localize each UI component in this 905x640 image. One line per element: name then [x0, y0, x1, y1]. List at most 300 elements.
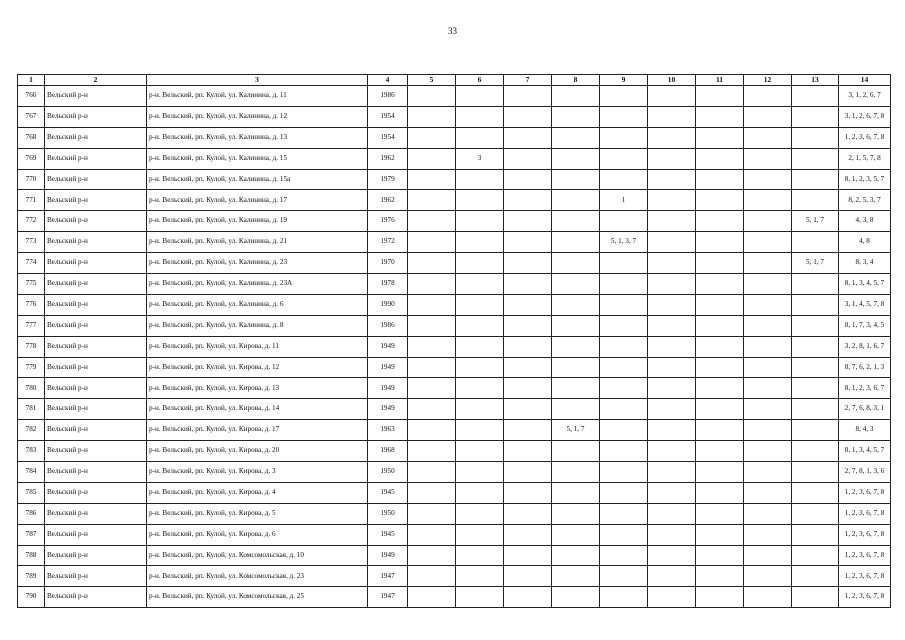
col8-cell	[552, 253, 600, 274]
row-number: 774	[18, 253, 45, 274]
col6-cell	[456, 253, 504, 274]
row-number: 767	[18, 106, 45, 127]
address-cell: р-н. Вельский, рп. Кулой, ул. Комсомольская, д. 25	[147, 587, 368, 608]
col6-cell	[456, 587, 504, 608]
data-table	[17, 74, 891, 608]
table-row	[18, 524, 891, 545]
col12-cell	[744, 315, 792, 336]
col11-cell	[696, 441, 744, 462]
address-cell: р-н. Вельский, рп. Кулой, ул. Кирова, д. 11	[147, 336, 368, 357]
col7-cell	[504, 232, 552, 253]
col13-cell	[792, 357, 839, 378]
address-cell: р-н. Вельский, рп. Кулой, ул. Калинина, д. 8	[147, 315, 368, 336]
column-header-13: 13	[792, 75, 839, 86]
col12-cell	[744, 106, 792, 127]
col7-cell	[504, 482, 552, 503]
row-number: 768	[18, 127, 45, 148]
year-cell: 1949	[368, 399, 408, 420]
col7-cell	[504, 545, 552, 566]
district-cell: Вельский р-н	[45, 106, 147, 127]
address-cell: р-н. Вельский, рп. Кулой, ул. Кирова, д. 5	[147, 503, 368, 524]
col8-cell	[552, 524, 600, 545]
col11-cell	[696, 127, 744, 148]
table-row	[18, 86, 891, 107]
table-row	[18, 587, 891, 608]
col10-cell	[648, 566, 696, 587]
row-number: 769	[18, 148, 45, 169]
col7-cell	[504, 357, 552, 378]
district-cell: Вельский р-н	[45, 357, 147, 378]
col7-cell	[504, 336, 552, 357]
col9-cell	[600, 336, 648, 357]
col11-cell	[696, 399, 744, 420]
col9-cell	[600, 566, 648, 587]
address-cell: р-н. Вельский, рп. Кулой, ул. Калинина, д. 11	[147, 86, 368, 107]
col10-cell	[648, 315, 696, 336]
year-cell: 1986	[368, 315, 408, 336]
col14-cell: 3, 1, 2, 6, 7	[839, 86, 891, 107]
col12-cell	[744, 294, 792, 315]
table-row	[18, 566, 891, 587]
district-cell: Вельский р-н	[45, 420, 147, 441]
row-number: 766	[18, 86, 45, 107]
row-number: 786	[18, 503, 45, 524]
col6-cell	[456, 86, 504, 107]
col9-cell	[600, 169, 648, 190]
col14-cell: 2, 1, 5, 7, 8	[839, 148, 891, 169]
col10-cell	[648, 462, 696, 483]
col14-cell: 1, 2, 3, 6, 7, 8	[839, 482, 891, 503]
column-header-5: 5	[408, 75, 456, 86]
address-cell: р-н. Вельский, рп. Кулой, ул. Калинина, д. 19	[147, 211, 368, 232]
col7-cell	[504, 378, 552, 399]
col8-cell	[552, 587, 600, 608]
col11-cell	[696, 357, 744, 378]
table-row	[18, 211, 891, 232]
column-header-8: 8	[552, 75, 600, 86]
col8-cell	[552, 462, 600, 483]
col6-cell	[456, 127, 504, 148]
col7-cell	[504, 127, 552, 148]
district-cell: Вельский р-н	[45, 232, 147, 253]
row-number: 779	[18, 357, 45, 378]
col5-cell	[408, 274, 456, 295]
year-cell: 1949	[368, 378, 408, 399]
year-cell: 1947	[368, 587, 408, 608]
col12-cell	[744, 148, 792, 169]
col13-cell	[792, 127, 839, 148]
col8-cell	[552, 336, 600, 357]
col12-cell	[744, 482, 792, 503]
col12-cell	[744, 545, 792, 566]
year-cell: 1978	[368, 274, 408, 295]
column-header-1: 1	[18, 75, 45, 86]
col5-cell	[408, 420, 456, 441]
col9-cell	[600, 441, 648, 462]
col12-cell	[744, 566, 792, 587]
col10-cell	[648, 482, 696, 503]
col11-cell	[696, 482, 744, 503]
district-cell: Вельский р-н	[45, 253, 147, 274]
col5-cell	[408, 169, 456, 190]
table-row	[18, 503, 891, 524]
col7-cell	[504, 503, 552, 524]
col14-cell: 1, 2, 3, 6, 7, 8	[839, 524, 891, 545]
col14-cell: 1, 2, 3, 6, 7, 8	[839, 545, 891, 566]
district-cell: Вельский р-н	[45, 190, 147, 211]
col9-cell	[600, 399, 648, 420]
address-cell: р-н. Вельский, рп. Кулой, ул. Кирова, д. 17	[147, 420, 368, 441]
col10-cell	[648, 86, 696, 107]
year-cell: 1950	[368, 503, 408, 524]
col11-cell	[696, 148, 744, 169]
col9-cell	[600, 253, 648, 274]
table-row	[18, 357, 891, 378]
year-cell: 1950	[368, 462, 408, 483]
col8-cell	[552, 106, 600, 127]
col5-cell	[408, 462, 456, 483]
col11-cell	[696, 315, 744, 336]
col14-cell: 8, 7, 6, 2, 1, 3	[839, 357, 891, 378]
col8-cell	[552, 211, 600, 232]
col11-cell	[696, 86, 744, 107]
district-cell: Вельский р-н	[45, 148, 147, 169]
col6-cell	[456, 482, 504, 503]
col14-cell: 1, 2, 3, 6, 7, 8	[839, 503, 891, 524]
col9-cell	[600, 420, 648, 441]
col13-cell	[792, 86, 839, 107]
col10-cell	[648, 587, 696, 608]
col6-cell	[456, 357, 504, 378]
row-number: 785	[18, 482, 45, 503]
col13-cell	[792, 190, 839, 211]
row-number: 782	[18, 420, 45, 441]
col12-cell	[744, 253, 792, 274]
col13-cell	[792, 336, 839, 357]
col10-cell	[648, 190, 696, 211]
col13-cell: 5, 1, 7	[792, 253, 839, 274]
col6-cell	[456, 211, 504, 232]
col14-cell: 8, 1, 2, 3, 6, 7	[839, 378, 891, 399]
table-row	[18, 232, 891, 253]
col6-cell	[456, 378, 504, 399]
col11-cell	[696, 232, 744, 253]
col14-cell: 8, 1, 7, 3, 4, 5	[839, 315, 891, 336]
col11-cell	[696, 566, 744, 587]
col9-cell	[600, 106, 648, 127]
col6-cell	[456, 462, 504, 483]
col6-cell	[456, 274, 504, 295]
address-cell: р-н. Вельский, рп. Кулой, ул. Комсомольская, д. 23	[147, 566, 368, 587]
table-row	[18, 253, 891, 274]
table-row	[18, 169, 891, 190]
row-number: 781	[18, 399, 45, 420]
col9-cell	[600, 274, 648, 295]
col13-cell: 5, 1, 7	[792, 211, 839, 232]
col12-cell	[744, 420, 792, 441]
col6-cell	[456, 169, 504, 190]
col8-cell: 5, 1, 7	[552, 420, 600, 441]
col5-cell	[408, 148, 456, 169]
col13-cell	[792, 106, 839, 127]
col13-cell	[792, 378, 839, 399]
col7-cell	[504, 253, 552, 274]
col11-cell	[696, 378, 744, 399]
col14-cell: 2, 7, 8, 1, 3, 6	[839, 462, 891, 483]
district-cell: Вельский р-н	[45, 441, 147, 462]
col11-cell	[696, 336, 744, 357]
row-number: 771	[18, 190, 45, 211]
col5-cell	[408, 503, 456, 524]
col14-cell: 8, 1, 3, 4, 5, 7	[839, 441, 891, 462]
col8-cell	[552, 378, 600, 399]
year-cell: 1990	[368, 294, 408, 315]
table-row	[18, 420, 891, 441]
district-cell: Вельский р-н	[45, 336, 147, 357]
address-cell: р-н. Вельский, рп. Кулой, ул. Кирова, д. 20	[147, 441, 368, 462]
col13-cell	[792, 169, 839, 190]
col14-cell: 3, 1, 2, 6, 7, 8	[839, 106, 891, 127]
col13-cell	[792, 148, 839, 169]
col9-cell	[600, 587, 648, 608]
col11-cell	[696, 253, 744, 274]
col7-cell	[504, 315, 552, 336]
col8-cell	[552, 274, 600, 295]
col9-cell	[600, 462, 648, 483]
col10-cell	[648, 106, 696, 127]
header-row	[18, 75, 891, 86]
col5-cell	[408, 190, 456, 211]
district-cell: Вельский р-н	[45, 399, 147, 420]
district-cell: Вельский р-н	[45, 545, 147, 566]
address-cell: р-н. Вельский, рп. Кулой, ул. Кирова, д. 3	[147, 462, 368, 483]
col12-cell	[744, 357, 792, 378]
col9-cell	[600, 315, 648, 336]
col6-cell: 3	[456, 148, 504, 169]
year-cell: 1945	[368, 482, 408, 503]
year-cell: 1947	[368, 566, 408, 587]
col14-cell: 8, 4, 3	[839, 420, 891, 441]
col14-cell: 8, 3, 4	[839, 253, 891, 274]
col13-cell	[792, 399, 839, 420]
year-cell: 1962	[368, 148, 408, 169]
year-cell: 1949	[368, 357, 408, 378]
col7-cell	[504, 420, 552, 441]
year-cell: 1979	[368, 169, 408, 190]
row-number: 790	[18, 587, 45, 608]
col8-cell	[552, 357, 600, 378]
address-cell: р-н. Вельский, рп. Кулой, ул. Калинина, д. 23А	[147, 274, 368, 295]
column-header-4: 4	[368, 75, 408, 86]
col12-cell	[744, 232, 792, 253]
address-cell: р-н. Вельский, рп. Кулой, ул. Кирова, д. 14	[147, 399, 368, 420]
col5-cell	[408, 524, 456, 545]
col7-cell	[504, 190, 552, 211]
col8-cell	[552, 294, 600, 315]
col10-cell	[648, 524, 696, 545]
col6-cell	[456, 545, 504, 566]
col12-cell	[744, 378, 792, 399]
col6-cell	[456, 315, 504, 336]
address-cell: р-н. Вельский, рп. Кулой, ул. Кирова, д. 13	[147, 378, 368, 399]
table-row	[18, 315, 891, 336]
col11-cell	[696, 420, 744, 441]
col6-cell	[456, 294, 504, 315]
col12-cell	[744, 190, 792, 211]
column-header-12: 12	[744, 75, 792, 86]
col9-cell	[600, 482, 648, 503]
address-cell: р-н. Вельский, рп. Кулой, ул. Комсомольская, д. 10	[147, 545, 368, 566]
col13-cell	[792, 503, 839, 524]
col12-cell	[744, 86, 792, 107]
column-header-7: 7	[504, 75, 552, 86]
col13-cell	[792, 524, 839, 545]
table-row	[18, 336, 891, 357]
row-number: 780	[18, 378, 45, 399]
row-number: 784	[18, 462, 45, 483]
col9-cell	[600, 503, 648, 524]
year-cell: 1954	[368, 127, 408, 148]
col14-cell: 1, 2, 3, 6, 7, 8	[839, 566, 891, 587]
col11-cell	[696, 190, 744, 211]
col13-cell	[792, 462, 839, 483]
page-number: 33	[448, 26, 457, 36]
address-cell: р-н. Вельский, рп. Кулой, ул. Калинина, д. 21	[147, 232, 368, 253]
row-number: 773	[18, 232, 45, 253]
col8-cell	[552, 315, 600, 336]
row-number: 775	[18, 274, 45, 295]
table-row	[18, 294, 891, 315]
district-cell: Вельский р-н	[45, 524, 147, 545]
col10-cell	[648, 336, 696, 357]
column-header-6: 6	[456, 75, 504, 86]
col13-cell	[792, 545, 839, 566]
row-number: 772	[18, 211, 45, 232]
col9-cell	[600, 378, 648, 399]
col5-cell	[408, 294, 456, 315]
col8-cell	[552, 190, 600, 211]
address-cell: р-н. Вельский, рп. Кулой, ул. Калинина, д. 15а	[147, 169, 368, 190]
district-cell: Вельский р-н	[45, 127, 147, 148]
year-cell: 1963	[368, 420, 408, 441]
col11-cell	[696, 294, 744, 315]
col10-cell	[648, 378, 696, 399]
address-cell: р-н. Вельский, рп. Кулой, ул. Кирова, д. 6	[147, 524, 368, 545]
col12-cell	[744, 462, 792, 483]
col10-cell	[648, 503, 696, 524]
col8-cell	[552, 127, 600, 148]
table-row	[18, 378, 891, 399]
col5-cell	[408, 441, 456, 462]
col7-cell	[504, 441, 552, 462]
col12-cell	[744, 524, 792, 545]
col9-cell	[600, 211, 648, 232]
col14-cell: 4, 8	[839, 232, 891, 253]
district-cell: Вельский р-н	[45, 274, 147, 295]
col14-cell: 1, 2, 3, 6, 7, 8	[839, 587, 891, 608]
col12-cell	[744, 211, 792, 232]
col14-cell: 3, 1, 4, 5, 7, 8	[839, 294, 891, 315]
table-row	[18, 148, 891, 169]
year-cell: 1972	[368, 232, 408, 253]
col7-cell	[504, 294, 552, 315]
col12-cell	[744, 169, 792, 190]
col10-cell	[648, 441, 696, 462]
col9-cell	[600, 86, 648, 107]
col12-cell	[744, 336, 792, 357]
table-row	[18, 399, 891, 420]
address-cell: р-н. Вельский, рп. Кулой, ул. Калинина, д. 15	[147, 148, 368, 169]
col6-cell	[456, 106, 504, 127]
district-cell: Вельский р-н	[45, 462, 147, 483]
col8-cell	[552, 441, 600, 462]
col8-cell	[552, 232, 600, 253]
col12-cell	[744, 127, 792, 148]
col10-cell	[648, 294, 696, 315]
col5-cell	[408, 566, 456, 587]
col6-cell	[456, 524, 504, 545]
district-cell: Вельский р-н	[45, 503, 147, 524]
year-cell: 1962	[368, 190, 408, 211]
district-cell: Вельский р-н	[45, 294, 147, 315]
col5-cell	[408, 378, 456, 399]
col5-cell	[408, 106, 456, 127]
district-cell: Вельский р-н	[45, 86, 147, 107]
col9-cell	[600, 545, 648, 566]
col7-cell	[504, 148, 552, 169]
district-cell: Вельский р-н	[45, 378, 147, 399]
column-header-3: 3	[147, 75, 368, 86]
district-cell: Вельский р-н	[45, 587, 147, 608]
col6-cell	[456, 566, 504, 587]
col5-cell	[408, 232, 456, 253]
col9-cell	[600, 127, 648, 148]
col11-cell	[696, 462, 744, 483]
row-number: 770	[18, 169, 45, 190]
col5-cell	[408, 211, 456, 232]
district-cell: Вельский р-н	[45, 482, 147, 503]
col11-cell	[696, 587, 744, 608]
col14-cell: 2, 7, 6, 8, 3, 1	[839, 399, 891, 420]
col12-cell	[744, 274, 792, 295]
col10-cell	[648, 232, 696, 253]
col7-cell	[504, 274, 552, 295]
col5-cell	[408, 587, 456, 608]
col14-cell: 4, 3, 8	[839, 211, 891, 232]
col13-cell	[792, 294, 839, 315]
col10-cell	[648, 148, 696, 169]
col5-cell	[408, 253, 456, 274]
district-cell: Вельский р-н	[45, 169, 147, 190]
row-number: 788	[18, 545, 45, 566]
col11-cell	[696, 106, 744, 127]
column-header-2: 2	[45, 75, 147, 86]
address-cell: р-н. Вельский, рп. Кулой, ул. Кирова, д. 4	[147, 482, 368, 503]
col8-cell	[552, 148, 600, 169]
col5-cell	[408, 127, 456, 148]
col7-cell	[504, 86, 552, 107]
address-cell: р-н. Вельский, рп. Кулой, ул. Калинина, д. 13	[147, 127, 368, 148]
col12-cell	[744, 587, 792, 608]
col14-cell: 8, 2, 5, 3, 7	[839, 190, 891, 211]
col6-cell	[456, 190, 504, 211]
col11-cell	[696, 503, 744, 524]
col10-cell	[648, 357, 696, 378]
year-cell: 1945	[368, 524, 408, 545]
row-number: 776	[18, 294, 45, 315]
table-row	[18, 127, 891, 148]
col10-cell	[648, 420, 696, 441]
